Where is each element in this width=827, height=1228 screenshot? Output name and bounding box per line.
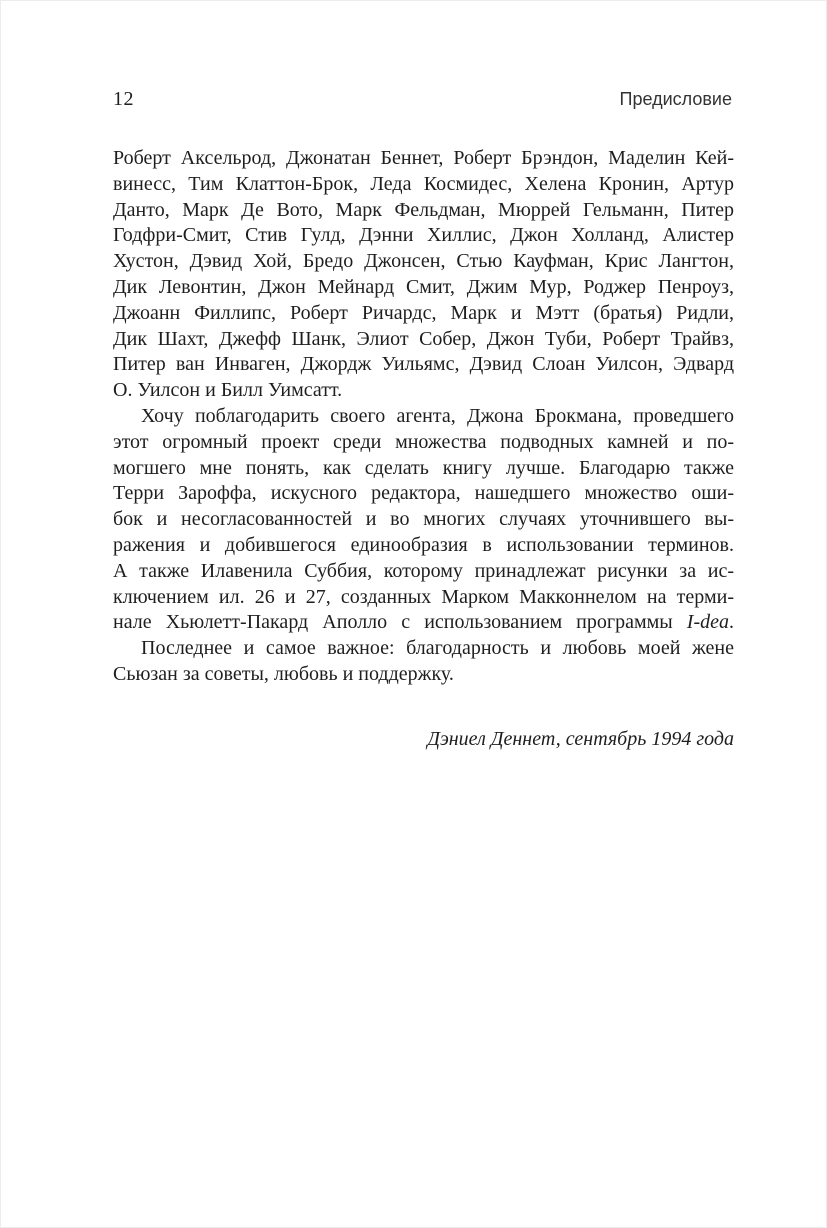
text-line: этот огромный проект среди множества подводных камней и по- — [113, 430, 734, 453]
text-line: Хустон, Дэвид Хой, Бредо Джонсен, Стью Кауфман, Крис Лангтон, — [113, 250, 734, 273]
text-fragment: . — [729, 611, 734, 634]
text-line: Джоанн Филлипс, Роберт Ричардс, Марк и Мэтт (братья) Ридли, — [113, 301, 734, 324]
running-header — [113, 88, 732, 110]
text-line: Хочу поблагодарить своего агента, Джона Брокмана, проведшего — [141, 404, 734, 427]
text-line: могшего мне понять, как сделать книгу лучше. Благодарю также — [113, 456, 734, 479]
text-line: Терри Зароффа, искусного редактора, нашедшего множество оши- — [113, 482, 734, 505]
text-line: Сьюзан за советы, любовь и поддержку. — [113, 662, 454, 685]
text-line: Последнее и самое важное: благодарность и любовь моей жене — [141, 637, 734, 660]
text-fragment: нале Хьюлетт-Пакард Аполло с использованием программы — [113, 611, 687, 634]
signature-line: Дэниел Деннет, сентябрь 1994 года — [427, 728, 734, 750]
text-line: Годфри-Смит, Стив Гулд, Дэнни Хиллис, Джон Холланд, Алистер — [113, 224, 734, 247]
text-line: ражения и добившегося единообразия в использовании терминов. — [113, 533, 734, 556]
page-number: 12 — [113, 88, 134, 110]
running-head-title: Предисловие — [619, 89, 732, 109]
text-line — [113, 610, 734, 636]
text-line: Дик Левонтин, Джон Мейнард Смит, Джим Мур, Роджер Пенроуз, — [113, 275, 734, 298]
italic-text: I-dea — [686, 611, 729, 634]
text-line: Дик Шахт, Джефф Шанк, Элиот Собер, Джон Туби, Роберт Трайвз, — [113, 327, 734, 350]
body-text — [113, 146, 734, 688]
text-line: Питер ван Инваген, Джордж Уильямс, Дэвид Слоан Уилсон, Эдвард — [113, 353, 734, 376]
text-line: бок и несогласованностей и во многих случаях уточнившего вы- — [113, 508, 734, 531]
text-line: Данто, Марк Де Вото, Марк Фельдман, Мюррей Гельманн, Питер — [113, 198, 734, 221]
text-line: А также Илавенила Суббия, которому принадлежат рисунки за ис- — [113, 559, 734, 582]
text-line: О. Уилсон и Билл Уимсатт. — [113, 379, 343, 402]
text-line: винесс, Тим Клаттон-Брок, Леда Космидес, Хелена Кронин, Артур — [113, 172, 734, 195]
text-line: Роберт Аксельрод, Джонатан Беннет, Роберт Брэндон, Маделин Кей- — [113, 147, 734, 169]
text-line: ключением ил. 26 и 27, созданных Марком Макконнелом на терми- — [113, 585, 734, 608]
